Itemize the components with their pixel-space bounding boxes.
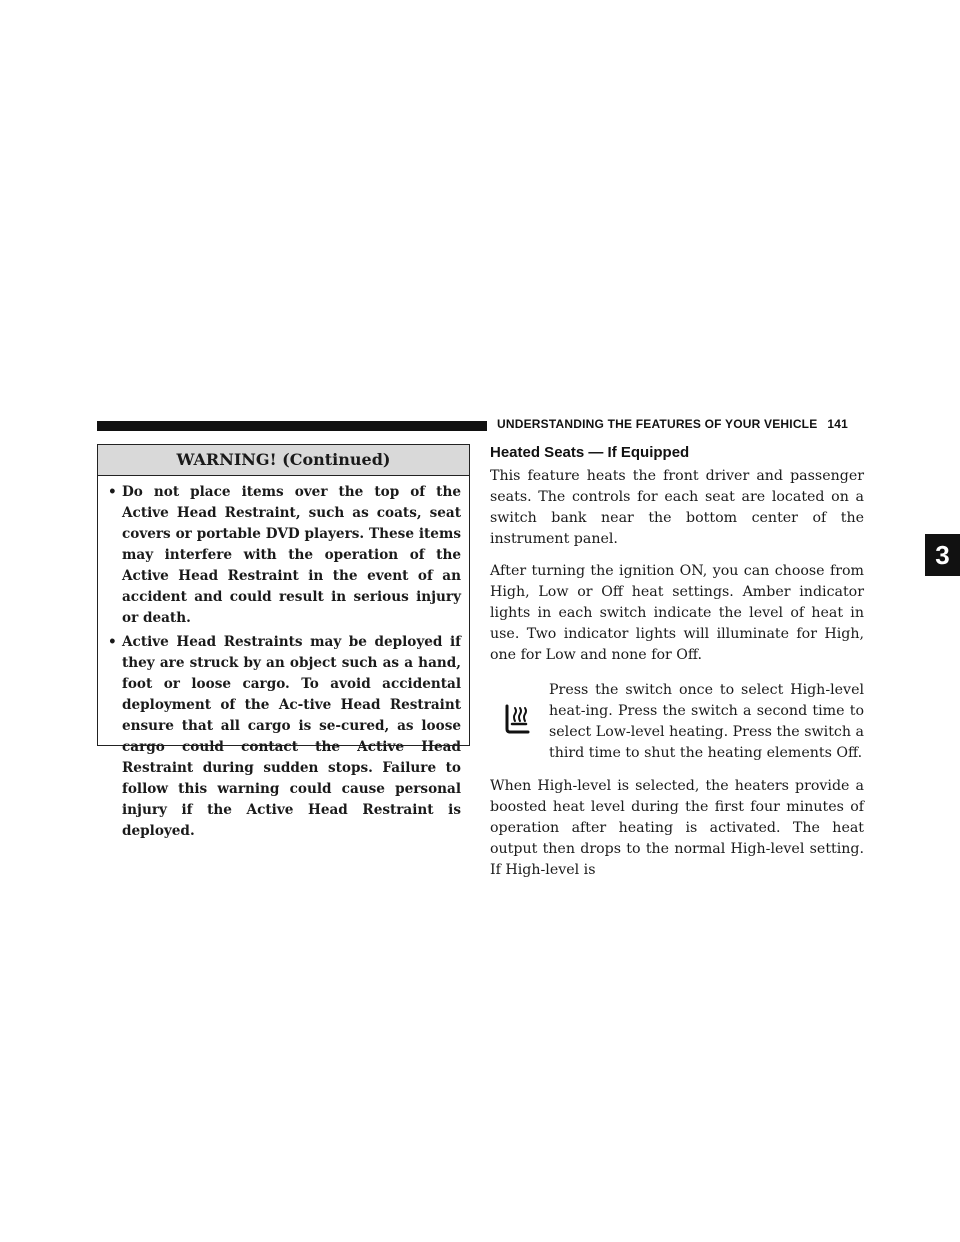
chapter-tab: 3	[925, 534, 960, 576]
warning-item	[106, 482, 461, 629]
heated-seat-icon	[500, 702, 534, 736]
section-heading: Heated Seats — If Equipped	[490, 444, 690, 461]
warning-item-text: Active Head Restraints may be deployed if they are struck by an object such as a hand, foot or loose cargo. To avoid accidental deployment of the Ac-tive Head Restraint ensure that all cargo is se-cured, as loose cargo could contact the Active Head Restraint during sudden stops. Failure to follow this warning could cause personal injury if the Active Head Restraint is deployed.	[122, 634, 461, 839]
icon-block	[490, 680, 864, 766]
header-rule	[97, 421, 487, 431]
paragraph: This feature heats the front driver and passenger seats. The controls for each seat are located on a switch bank near the bottom center of the instrument panel.	[490, 468, 864, 547]
icon-description: Press the switch once to select High-level heat-ing. Press the switch a second time to select Low-level heating. Press the switch a third time to shut the heating elements Off.	[549, 682, 864, 761]
warning-item	[106, 632, 461, 842]
bullet-icon: •	[108, 634, 117, 650]
running-header	[497, 417, 848, 431]
heated-seats-section	[490, 444, 864, 881]
warning-box	[97, 444, 470, 839]
warning-item-text: Do not place items over the top of the Active Head Restraint, such as coats, seat covers or portable DVD players. These items may interfere with the operation of the Active Head Restraint in the event of an accident and could result in serious injury or death.	[122, 484, 461, 626]
paragraph: When High-level is selected, the heaters provide a boosted heat level during the first four minutes of operation after heating is activated. The heat output then drops to the normal High-level setting. If High-level is	[490, 778, 864, 878]
bullet-icon: •	[108, 484, 117, 500]
warning-title: WARNING! (Continued)	[98, 445, 469, 476]
warning-list	[98, 476, 469, 842]
section-title: UNDERSTANDING THE FEATURES OF YOUR VEHICLE	[497, 417, 818, 431]
paragraph: After turning the ignition ON, you can choose from High, Low or Off heat settings. Amber indicator lights in each switch indicate the level of heat in use. Two indicator lights will illuminate for High, one for Low and none for Off.	[490, 563, 864, 663]
page-number: 141	[827, 417, 849, 431]
